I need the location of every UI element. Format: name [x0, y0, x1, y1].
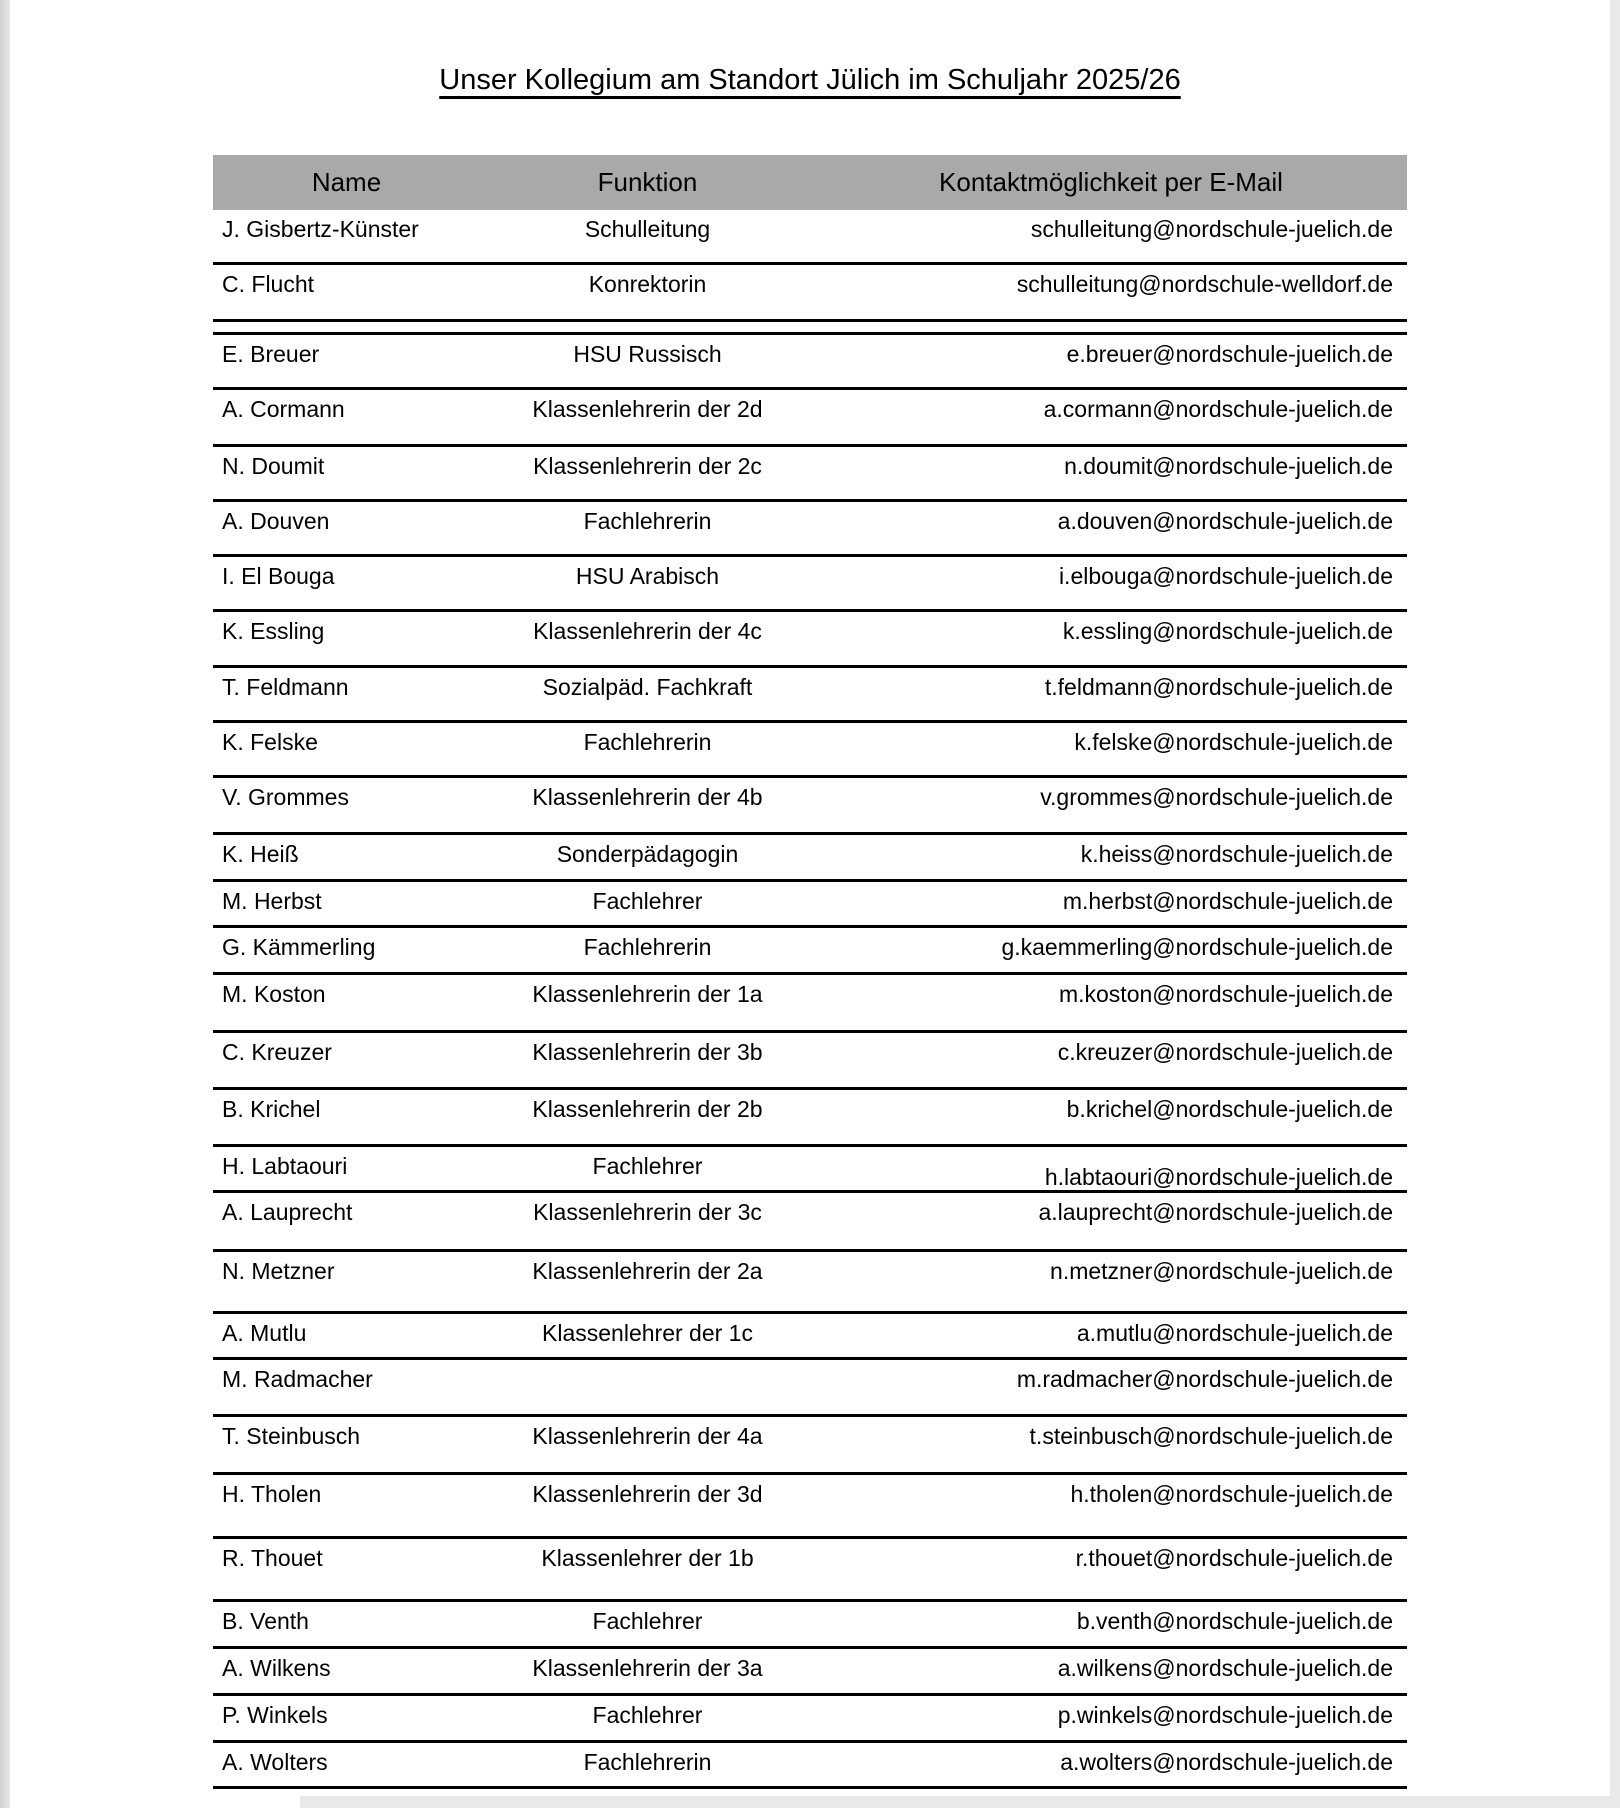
- staff-funktion: Sonderpädagogin: [556, 841, 739, 867]
- staff-name: A. Douven: [222, 508, 330, 534]
- table-row: [213, 835, 1407, 882]
- staff-name: P. Winkels: [222, 1702, 328, 1728]
- table-row: [213, 447, 1407, 502]
- table-row: [213, 1314, 1407, 1360]
- staff-email: m.koston@nordschule-juelich.de: [1058, 981, 1393, 1007]
- table-row: [213, 1417, 1407, 1475]
- staff-funktion: Fachlehrerin: [583, 729, 712, 755]
- staff-name: B. Venth: [222, 1608, 309, 1634]
- staff-funktion: Schulleitung: [584, 216, 711, 242]
- table-row: [213, 1649, 1407, 1696]
- column-header-email: Kontaktmöglichkeit per E-Mail: [939, 167, 1283, 197]
- table-row: [213, 1602, 1407, 1649]
- staff-email: c.kreuzer@nordschule-juelich.de: [1057, 1039, 1393, 1065]
- staff-name: A. Mutlu: [222, 1320, 307, 1346]
- staff-name: N. Doumit: [222, 453, 325, 479]
- table-row: [213, 928, 1407, 975]
- staff-funktion: Klassenlehrerin der 4c: [533, 618, 762, 644]
- staff-funktion: Klassenlehrerin der 3a: [532, 1655, 763, 1681]
- staff-funktion: Fachlehrer: [592, 888, 703, 914]
- staff-funktion: HSU Russisch: [573, 341, 722, 367]
- table-row: [213, 557, 1407, 612]
- staff-name: A. Lauprecht: [222, 1199, 353, 1225]
- staff-name: A. Cormann: [222, 396, 345, 422]
- document-page: [10, 0, 1610, 1796]
- staff-name: T. Feldmann: [222, 674, 349, 700]
- staff-funktion: Klassenlehrerin der 1a: [532, 981, 763, 1007]
- staff-name: T. Steinbusch: [222, 1423, 361, 1449]
- staff-name: H. Tholen: [222, 1481, 322, 1507]
- staff-funktion: Klassenlehrerin der 4b: [532, 784, 763, 810]
- staff-funktion: Fachlehrerin: [583, 934, 712, 960]
- staff-name: K. Essling: [222, 618, 325, 644]
- staff-email: a.mutlu@nordschule-juelich.de: [1076, 1320, 1393, 1346]
- staff-email: g.kaemmerling@nordschule-juelich.de: [1001, 934, 1393, 960]
- staff-funktion: Klassenlehrerin der 3b: [532, 1039, 763, 1065]
- table-row: [213, 210, 1407, 265]
- table-row: [213, 1696, 1407, 1743]
- table-row: [213, 882, 1407, 928]
- table-row: [213, 975, 1407, 1033]
- table-row: [213, 1252, 1407, 1314]
- viewer-edge-right: [1610, 0, 1620, 1808]
- staff-name: H. Labtaouri: [222, 1153, 348, 1179]
- staff-email: n.doumit@nordschule-juelich.de: [1064, 453, 1393, 479]
- staff-email: h.labtaouri@nordschule-juelich.de: [1044, 1164, 1393, 1190]
- staff-funktion: Klassenlehrerin der 2a: [532, 1258, 763, 1284]
- staff-funktion: Klassenlehrerin der 3c: [533, 1199, 762, 1225]
- staff-funktion: Klassenlehrerin der 3d: [532, 1481, 763, 1507]
- staff-name: N. Metzner: [222, 1258, 335, 1284]
- table-row: [213, 723, 1407, 778]
- table-row: [213, 668, 1407, 723]
- staff-funktion: Klassenlehrerin der 4a: [532, 1423, 763, 1449]
- staff-name: V. Grommes: [222, 784, 349, 810]
- staff-name: I. El Bouga: [222, 563, 335, 589]
- staff-funktion: Fachlehrer: [592, 1153, 703, 1179]
- staff-email: a.wolters@nordschule-juelich.de: [1060, 1749, 1393, 1775]
- staff-email: v.grommes@nordschule-juelich.de: [1040, 784, 1393, 810]
- staff-email: b.krichel@nordschule-juelich.de: [1066, 1096, 1393, 1122]
- staff-name: C. Flucht: [222, 271, 315, 297]
- staff-name: C. Kreuzer: [222, 1039, 332, 1065]
- table-row: [213, 1090, 1407, 1147]
- staff-email: k.felske@nordschule-juelich.de: [1074, 729, 1393, 755]
- page-title: Unser Kollegium am Standort Jülich im Schuljahr 2025/26: [439, 64, 1181, 96]
- column-header-name: Name: [311, 167, 382, 197]
- staff-name: M. Koston: [222, 981, 326, 1007]
- table-row: [213, 612, 1407, 668]
- staff-funktion: Klassenlehrer der 1b: [541, 1545, 754, 1571]
- staff-name: M. Herbst: [222, 888, 322, 914]
- staff-email: m.herbst@nordschule-juelich.de: [1062, 888, 1393, 914]
- table-row: [213, 1033, 1407, 1090]
- staff-name: B. Krichel: [222, 1096, 321, 1122]
- staff-email: k.essling@nordschule-juelich.de: [1062, 618, 1393, 644]
- staff-email: r.thouet@nordschule-juelich.de: [1075, 1545, 1393, 1571]
- table-row: [213, 1743, 1407, 1789]
- staff-name: K. Felske: [222, 729, 318, 755]
- staff-email: a.wilkens@nordschule-juelich.de: [1057, 1655, 1393, 1681]
- table-row: [213, 335, 1407, 390]
- staff-email: m.radmacher@nordschule-juelich.de: [1016, 1366, 1393, 1392]
- staff-funktion: Fachlehrerin: [583, 508, 712, 534]
- staff-funktion: Klassenlehrer der 1c: [542, 1320, 753, 1346]
- column-header-funktion: Funktion: [597, 167, 698, 197]
- staff-email: n.metzner@nordschule-juelich.de: [1050, 1258, 1393, 1284]
- staff-email: i.elbouga@nordschule-juelich.de: [1058, 563, 1393, 589]
- staff-funktion: Klassenlehrerin der 2d: [532, 396, 763, 422]
- staff-email: p.winkels@nordschule-juelich.de: [1057, 1702, 1393, 1728]
- viewer-edge-left: [0, 0, 10, 1808]
- staff-funktion: Fachlehrer: [592, 1608, 703, 1634]
- table-row: [213, 390, 1407, 447]
- page-shadow-bottom: [300, 1796, 1620, 1808]
- table-body: [213, 210, 1407, 1789]
- staff-name: M. Radmacher: [222, 1366, 373, 1392]
- staff-funktion: [480, 1360, 815, 1414]
- table-row: [213, 265, 1407, 322]
- staff-funktion: Konrektorin: [588, 271, 707, 297]
- table-row: [213, 1147, 1407, 1193]
- staff-name: A. Wolters: [222, 1749, 328, 1775]
- staff-funktion: Fachlehrerin: [583, 1749, 712, 1775]
- staff-funktion: Fachlehrer: [592, 1702, 703, 1728]
- staff-funktion: Klassenlehrerin der 2c: [533, 453, 762, 479]
- staff-funktion: Sozialpäd. Fachkraft: [542, 674, 753, 700]
- table-row: [213, 1193, 1407, 1252]
- staff-email: h.tholen@nordschule-juelich.de: [1070, 1481, 1393, 1507]
- staff-name: E. Breuer: [222, 341, 320, 367]
- table-row: [213, 1475, 1407, 1539]
- table-header-row: [213, 155, 1407, 210]
- staff-email: a.douven@nordschule-juelich.de: [1057, 508, 1393, 534]
- staff-email: k.heiss@nordschule-juelich.de: [1080, 841, 1393, 867]
- staff-name: K. Heiß: [222, 841, 299, 867]
- double-rule-spacer: [213, 322, 1407, 335]
- staff-funktion: HSU Arabisch: [575, 563, 720, 589]
- staff-email: t.steinbusch@nordschule-juelich.de: [1029, 1423, 1393, 1449]
- staff-email: schulleitung@nordschule-juelich.de: [1030, 216, 1393, 242]
- staff-funktion: Klassenlehrerin der 2b: [532, 1096, 763, 1122]
- staff-email: a.cormann@nordschule-juelich.de: [1043, 396, 1393, 422]
- staff-email: t.feldmann@nordschule-juelich.de: [1044, 674, 1393, 700]
- staff-name: R. Thouet: [222, 1545, 323, 1571]
- table-row: [213, 1539, 1407, 1602]
- staff-name: G. Kämmerling: [222, 934, 376, 960]
- staff-email: schulleitung@nordschule-welldorf.de: [1016, 271, 1393, 297]
- staff-email: b.venth@nordschule-juelich.de: [1076, 1608, 1393, 1634]
- staff-table: [213, 155, 1407, 1789]
- table-row: [213, 778, 1407, 835]
- staff-email: e.breuer@nordschule-juelich.de: [1066, 341, 1393, 367]
- staff-name: A. Wilkens: [222, 1655, 331, 1681]
- table-row: [213, 1360, 1407, 1417]
- staff-name: J. Gisbertz-Künster: [222, 216, 419, 242]
- staff-email: a.lauprecht@nordschule-juelich.de: [1038, 1199, 1393, 1225]
- table-row: [213, 502, 1407, 557]
